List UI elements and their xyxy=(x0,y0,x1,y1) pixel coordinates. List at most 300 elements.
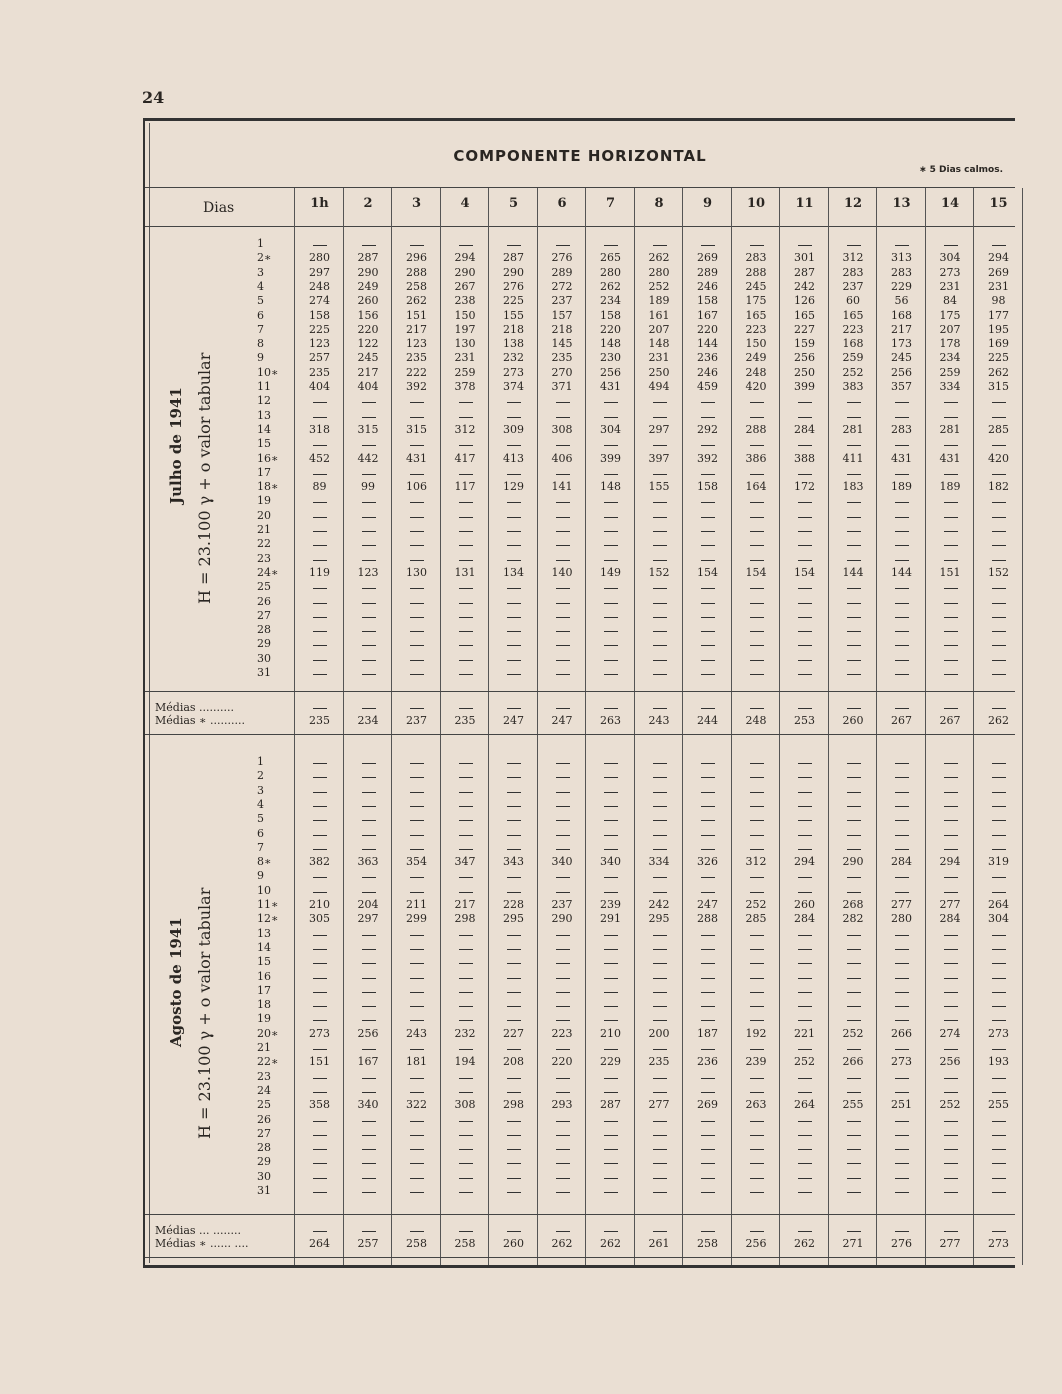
empty-cell xyxy=(992,1163,1006,1164)
day-label: 29 xyxy=(257,637,271,651)
empty-cell xyxy=(604,949,618,950)
empty-cell xyxy=(653,417,667,418)
empty-cell xyxy=(992,617,1006,618)
empty-cell xyxy=(895,820,909,821)
day-label: 14 xyxy=(257,422,271,436)
empty-cell xyxy=(847,992,861,993)
empty-cell xyxy=(410,1192,424,1193)
empty-cell xyxy=(798,402,812,403)
empty-cell xyxy=(847,560,861,561)
table-cell: 231 xyxy=(988,279,1009,293)
empty-cell xyxy=(362,545,376,546)
table-cell: 189 xyxy=(648,294,670,308)
empty-cell xyxy=(653,674,667,675)
empty-cell xyxy=(507,1192,521,1193)
empty-cell xyxy=(750,806,764,807)
empty-cell xyxy=(604,849,618,850)
day-label: 13 xyxy=(257,926,271,940)
empty-cell xyxy=(944,603,958,604)
empty-cell xyxy=(798,560,812,561)
table-cell: 123 xyxy=(357,565,379,579)
empty-cell xyxy=(362,1078,376,1079)
empty-cell xyxy=(653,1121,667,1122)
empty-cell xyxy=(507,474,521,475)
empty-cell xyxy=(944,1178,958,1179)
empty-cell xyxy=(895,1178,909,1179)
table-cell: 217 xyxy=(891,322,912,336)
empty-cell xyxy=(362,245,376,246)
empty-cell xyxy=(410,849,424,850)
empty-cell xyxy=(798,792,812,793)
empty-cell xyxy=(313,517,327,518)
empty-cell xyxy=(944,763,958,764)
table-cell: 211 xyxy=(406,898,427,911)
empty-cell xyxy=(459,820,473,821)
table-cell: 148 xyxy=(600,480,621,494)
empty-cell xyxy=(992,963,1006,964)
table-cell: 60 xyxy=(846,294,860,308)
table-cell: 235 xyxy=(309,365,330,379)
empty-cell xyxy=(750,603,764,604)
empty-cell xyxy=(313,835,327,836)
table-cell: 280 xyxy=(891,912,912,926)
table-cell: 154 xyxy=(697,565,718,579)
empty-cell xyxy=(459,417,473,418)
empty-cell xyxy=(750,763,764,764)
empty-cell xyxy=(750,1163,764,1164)
table-cell: 217 xyxy=(454,898,476,911)
day-label: 9 xyxy=(257,351,264,365)
table-cell: 319 xyxy=(988,855,1009,869)
table-cell: 399 xyxy=(794,380,815,393)
day-label: 3 xyxy=(257,265,264,279)
medias-separator xyxy=(145,1214,1015,1215)
hour-header-14: 14 xyxy=(940,196,960,211)
empty-cell xyxy=(750,1192,764,1193)
empty-cell xyxy=(895,763,909,764)
empty-cell xyxy=(992,1121,1006,1122)
table-cell: 266 xyxy=(891,1026,912,1040)
empty-cell xyxy=(410,1092,424,1093)
empty-cell xyxy=(750,1092,764,1093)
empty-cell xyxy=(507,1149,521,1150)
table-cell: 273 xyxy=(309,1026,330,1040)
empty-cell xyxy=(313,763,327,764)
empty-cell xyxy=(750,792,764,793)
table-cell: 148 xyxy=(600,337,621,351)
empty-cell xyxy=(895,1192,909,1193)
empty-cell xyxy=(798,674,812,675)
empty-cell xyxy=(798,588,812,589)
hour-header-3: 3 xyxy=(411,196,422,211)
day-label: 16 xyxy=(257,969,271,983)
table-cell: 378 xyxy=(454,380,476,393)
empty-cell xyxy=(604,517,618,518)
empty-cell xyxy=(313,631,327,632)
day-label: 11∗ xyxy=(257,898,279,911)
empty-cell xyxy=(847,877,861,878)
empty-cell xyxy=(895,517,909,518)
table-cell: 197 xyxy=(454,322,476,336)
hour-header-4: 4 xyxy=(460,196,470,211)
medias-cell xyxy=(895,708,909,709)
table-cell: 285 xyxy=(988,422,1009,436)
empty-cell xyxy=(313,560,327,561)
empty-cell xyxy=(701,1092,715,1093)
empty-cell xyxy=(701,1020,715,1021)
empty-cell xyxy=(701,792,715,793)
day-label: 22∗ xyxy=(257,1055,279,1069)
empty-cell xyxy=(362,1020,376,1021)
table-cell: 218 xyxy=(551,322,573,336)
empty-cell xyxy=(556,1006,570,1007)
table-cell: 259 xyxy=(842,351,864,365)
table-cell: 175 xyxy=(745,294,767,308)
empty-cell xyxy=(604,992,618,993)
table-cell: 315 xyxy=(406,422,427,436)
empty-cell xyxy=(847,1049,861,1050)
day-label: 24 xyxy=(257,1083,271,1097)
table-cell: 131 xyxy=(454,565,476,579)
table-cell: 431 xyxy=(600,380,621,393)
day-label: 10∗ xyxy=(257,365,279,379)
table-cell: 172 xyxy=(794,480,815,494)
empty-cell xyxy=(313,1078,327,1079)
empty-cell xyxy=(653,1020,667,1021)
empty-cell xyxy=(653,245,667,246)
day-label: 6 xyxy=(257,308,264,322)
empty-cell xyxy=(507,1020,521,1021)
medias-star-cell: 260 xyxy=(503,1237,524,1250)
table-cell: 354 xyxy=(406,855,427,869)
table-cell: 252 xyxy=(842,365,864,379)
empty-cell xyxy=(944,1163,958,1164)
table-cell: 238 xyxy=(454,294,476,308)
empty-cell xyxy=(895,992,909,993)
table-cell: 239 xyxy=(745,1055,767,1069)
empty-cell xyxy=(992,1020,1006,1021)
empty-cell xyxy=(944,588,958,589)
table-cell: 301 xyxy=(794,251,815,265)
empty-cell xyxy=(750,992,764,993)
table-cell: 268 xyxy=(842,898,864,911)
empty-cell xyxy=(992,892,1006,893)
table-cell: 223 xyxy=(842,322,864,336)
medias-cell xyxy=(653,1231,667,1232)
table-cell: 371 xyxy=(551,380,573,393)
empty-cell xyxy=(895,935,909,936)
empty-cell xyxy=(313,1020,327,1021)
day-label: 5 xyxy=(257,812,264,826)
empty-cell xyxy=(895,1135,909,1136)
empty-cell xyxy=(459,474,473,475)
table-cell: 392 xyxy=(406,380,427,393)
table-cell: 173 xyxy=(891,337,912,351)
empty-cell xyxy=(701,978,715,979)
empty-cell xyxy=(604,531,618,532)
table-cell: 259 xyxy=(939,365,961,379)
empty-cell xyxy=(313,588,327,589)
empty-cell xyxy=(313,877,327,878)
empty-cell xyxy=(798,603,812,604)
table-cell: 294 xyxy=(794,855,815,869)
empty-cell xyxy=(895,617,909,618)
empty-cell xyxy=(798,417,812,418)
empty-cell xyxy=(701,617,715,618)
empty-cell xyxy=(992,645,1006,646)
day-label: 28 xyxy=(257,1141,271,1155)
medias-cell xyxy=(992,708,1006,709)
empty-cell xyxy=(410,1135,424,1136)
medias-star-cell: 258 xyxy=(697,1237,718,1250)
table-cell: 288 xyxy=(745,422,767,436)
day-label: 26 xyxy=(257,1112,271,1126)
table-cell: 304 xyxy=(988,912,1009,926)
empty-cell xyxy=(944,992,958,993)
empty-cell xyxy=(992,588,1006,589)
empty-cell xyxy=(653,502,667,503)
empty-cell xyxy=(701,963,715,964)
empty-cell xyxy=(701,631,715,632)
empty-cell xyxy=(459,806,473,807)
empty-cell xyxy=(701,892,715,893)
table-cell: 431 xyxy=(939,451,961,465)
empty-cell xyxy=(362,1163,376,1164)
empty-cell xyxy=(362,660,376,661)
empty-cell xyxy=(701,1192,715,1193)
empty-cell xyxy=(362,588,376,589)
empty-cell xyxy=(410,1049,424,1050)
table-cell: 251 xyxy=(891,1098,912,1112)
empty-cell xyxy=(847,1163,861,1164)
medias-star-cell: 258 xyxy=(406,1237,427,1250)
empty-cell xyxy=(992,877,1006,878)
medias-cell xyxy=(944,1231,958,1232)
empty-cell xyxy=(313,474,327,475)
empty-cell xyxy=(556,1020,570,1021)
table-cell: 204 xyxy=(357,898,379,911)
empty-cell xyxy=(604,1149,618,1150)
medias-cell xyxy=(507,1231,521,1232)
medias-star-cell: 262 xyxy=(551,1237,573,1250)
empty-cell xyxy=(944,560,958,561)
empty-cell xyxy=(556,417,570,418)
empty-cell xyxy=(798,517,812,518)
empty-cell xyxy=(604,502,618,503)
empty-cell xyxy=(604,603,618,604)
medias-star-cell: 262 xyxy=(794,1237,815,1250)
table-cell: 138 xyxy=(503,337,524,351)
empty-cell xyxy=(410,820,424,821)
empty-cell xyxy=(750,1149,764,1150)
medias-cell xyxy=(556,1231,570,1232)
table-cell: 262 xyxy=(600,279,621,293)
medias-star-cell: 234 xyxy=(357,714,379,727)
empty-cell xyxy=(362,777,376,778)
empty-cell xyxy=(410,445,424,446)
empty-cell xyxy=(313,1178,327,1179)
hour-header-15: 15 xyxy=(989,196,1008,211)
empty-cell xyxy=(362,1149,376,1150)
table-cell: 245 xyxy=(891,351,912,365)
table-cell: 282 xyxy=(842,912,864,926)
table-cell: 274 xyxy=(309,294,330,308)
empty-cell xyxy=(895,417,909,418)
medias-separator xyxy=(145,691,1015,692)
table-cell: 273 xyxy=(891,1055,912,1069)
table-cell: 157 xyxy=(551,308,573,322)
table-cell: 250 xyxy=(794,365,815,379)
table-cell: 156 xyxy=(357,308,379,322)
day-label: 11 xyxy=(257,380,271,393)
empty-cell xyxy=(556,777,570,778)
empty-cell xyxy=(507,445,521,446)
table-cell: 270 xyxy=(551,365,573,379)
table-cell: 494 xyxy=(648,380,670,393)
empty-cell xyxy=(750,935,764,936)
empty-cell xyxy=(895,849,909,850)
empty-cell xyxy=(992,1135,1006,1136)
empty-cell xyxy=(944,935,958,936)
empty-cell xyxy=(362,963,376,964)
table-cell: 264 xyxy=(988,898,1009,911)
table-cell: 144 xyxy=(697,337,718,351)
table-cell: 357 xyxy=(891,380,912,393)
table-cell: 343 xyxy=(503,855,524,869)
empty-cell xyxy=(798,949,812,950)
medias-cell xyxy=(410,1231,424,1232)
table-cell: 117 xyxy=(454,480,476,494)
empty-cell xyxy=(992,502,1006,503)
empty-cell xyxy=(459,1192,473,1193)
empty-cell xyxy=(701,1006,715,1007)
empty-cell xyxy=(750,820,764,821)
empty-cell xyxy=(895,674,909,675)
table-cell: 259 xyxy=(454,365,476,379)
empty-cell xyxy=(750,560,764,561)
empty-cell xyxy=(847,517,861,518)
empty-cell xyxy=(313,445,327,446)
day-label: 16∗ xyxy=(257,451,279,465)
empty-cell xyxy=(507,502,521,503)
empty-cell xyxy=(507,949,521,950)
empty-cell xyxy=(847,417,861,418)
table-cell: 217 xyxy=(406,322,427,336)
empty-cell xyxy=(895,560,909,561)
table-cell: 442 xyxy=(357,451,379,465)
empty-cell xyxy=(750,617,764,618)
empty-cell xyxy=(556,992,570,993)
table-cell: 397 xyxy=(648,451,670,465)
table-cell: 315 xyxy=(357,422,379,436)
empty-cell xyxy=(798,777,812,778)
table-cell: 340 xyxy=(551,855,573,869)
empty-cell xyxy=(362,935,376,936)
table-cell: 252 xyxy=(794,1055,815,1069)
empty-cell xyxy=(313,502,327,503)
table-cell: 56 xyxy=(894,294,909,308)
table-cell: 257 xyxy=(309,351,330,365)
table-cell: 284 xyxy=(794,422,815,436)
empty-cell xyxy=(701,935,715,936)
empty-cell xyxy=(992,806,1006,807)
section-separator xyxy=(145,734,1015,735)
empty-cell xyxy=(362,674,376,675)
empty-cell xyxy=(701,402,715,403)
table-cell: 256 xyxy=(939,1055,961,1069)
empty-cell xyxy=(556,445,570,446)
empty-cell xyxy=(410,502,424,503)
empty-cell xyxy=(459,1135,473,1136)
hour-header-7: 7 xyxy=(605,196,616,211)
table-cell: 223 xyxy=(551,1026,573,1040)
empty-cell xyxy=(507,992,521,993)
empty-cell xyxy=(701,603,715,604)
empty-cell xyxy=(992,531,1006,532)
empty-cell xyxy=(362,445,376,446)
empty-cell xyxy=(798,660,812,661)
empty-cell xyxy=(895,1006,909,1007)
day-label: 22 xyxy=(257,537,271,551)
empty-cell xyxy=(459,892,473,893)
empty-cell xyxy=(701,1149,715,1150)
empty-cell xyxy=(556,645,570,646)
day-label: 28 xyxy=(257,623,271,637)
empty-cell xyxy=(992,1006,1006,1007)
table-cell: 246 xyxy=(697,279,718,293)
table-cell: 298 xyxy=(454,912,476,926)
empty-cell xyxy=(992,792,1006,793)
table-cell: 281 xyxy=(939,422,961,436)
empty-cell xyxy=(653,474,667,475)
table-cell: 283 xyxy=(745,251,767,265)
table-cell: 151 xyxy=(406,308,427,322)
empty-cell xyxy=(459,935,473,936)
table-cell: 284 xyxy=(794,912,815,926)
empty-cell xyxy=(798,877,812,878)
table-cell: 237 xyxy=(551,294,573,308)
empty-cell xyxy=(507,1006,521,1007)
table-cell: 289 xyxy=(551,265,573,279)
table-cell: 318 xyxy=(309,422,330,436)
empty-cell xyxy=(992,245,1006,246)
table-cell: 225 xyxy=(988,351,1009,365)
empty-cell xyxy=(459,660,473,661)
empty-cell xyxy=(992,1192,1006,1193)
table-cell: 273 xyxy=(939,265,961,279)
empty-cell xyxy=(701,474,715,475)
day-label: 9 xyxy=(257,869,264,883)
table-cell: 148 xyxy=(648,337,670,351)
empty-cell xyxy=(847,588,861,589)
empty-cell xyxy=(847,892,861,893)
empty-cell xyxy=(604,631,618,632)
empty-cell xyxy=(604,892,618,893)
empty-cell xyxy=(507,560,521,561)
table-cell: 158 xyxy=(697,480,718,494)
table-cell: 249 xyxy=(745,351,767,365)
empty-cell xyxy=(507,417,521,418)
table-cell: 277 xyxy=(891,898,912,911)
empty-cell xyxy=(798,935,812,936)
empty-cell xyxy=(895,806,909,807)
empty-cell xyxy=(459,835,473,836)
empty-cell xyxy=(750,892,764,893)
empty-cell xyxy=(750,1049,764,1050)
medias-star-label: Médias ∗ ...... .... xyxy=(155,1237,249,1250)
table-cell: 262 xyxy=(648,251,670,265)
empty-cell xyxy=(313,1163,327,1164)
